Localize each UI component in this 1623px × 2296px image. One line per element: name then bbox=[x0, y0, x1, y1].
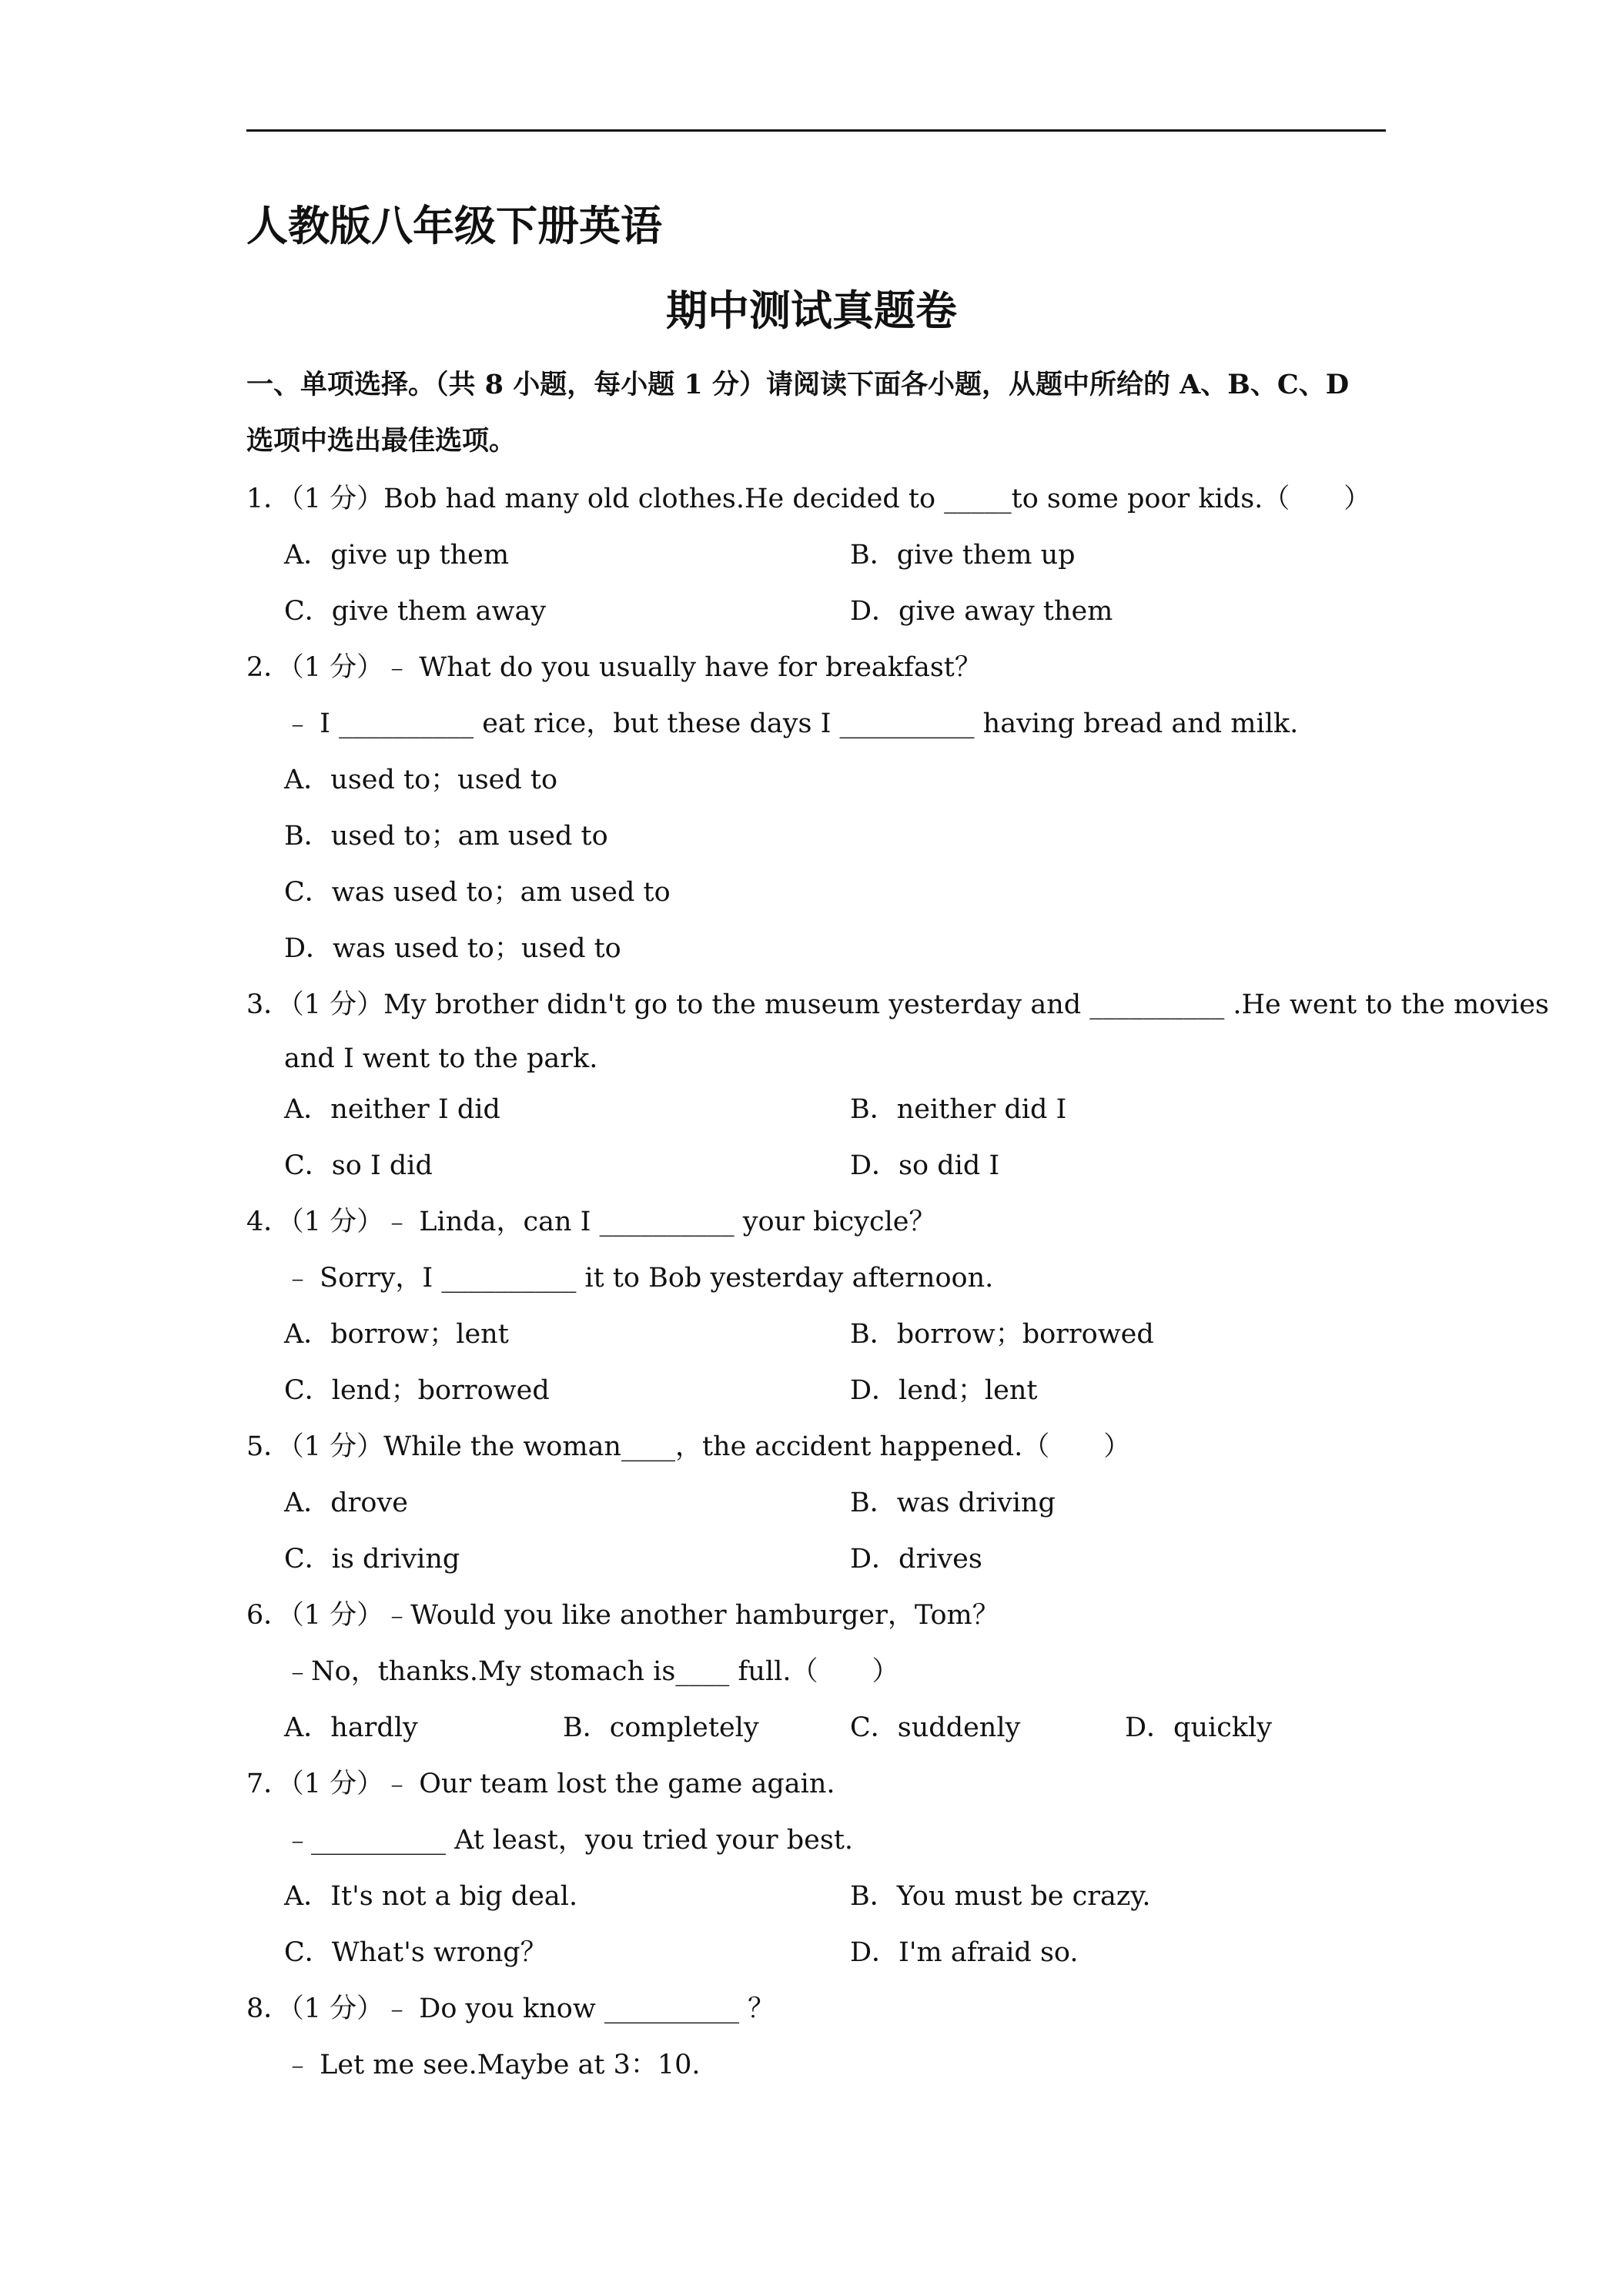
question-3-option-c: C．so I did bbox=[284, 1150, 433, 1181]
question-7-option-c: C．What's wrong？ bbox=[284, 1937, 547, 1968]
question-5-option-d: D．drives bbox=[850, 1544, 982, 1575]
question-6-stem-line2: ﹣No，thanks.My stomach is____ full.（ ） bbox=[284, 1656, 899, 1687]
question-1-option-c: C．give them away bbox=[284, 596, 547, 627]
question-2-option-c: C．was used to；am used to bbox=[284, 877, 671, 908]
question-7-option-b: B．You must be crazy. bbox=[850, 1881, 1151, 1912]
question-4-option-c: C．lend；borrowed bbox=[284, 1375, 550, 1406]
question-1-stem: 1．（1 分）Bob had many old clothes.He decided to _____to some poor kids.（ ） bbox=[246, 484, 1371, 514]
question-3-stem: 3．（1 分）My brother didn't go to the museum yesterday and __________ .He went to the movies bbox=[246, 989, 1549, 1020]
question-7-stem: 7．（1 分）﹣ Our team lost the game again. bbox=[246, 1769, 835, 1799]
question-2-stem-line2: ﹣ I __________ eat rice，but these days I __________ having bread and milk. bbox=[284, 708, 1299, 739]
page-subtitle: 期中测试真题卷 bbox=[666, 286, 957, 335]
question-3-option-b: B．neither did I bbox=[850, 1094, 1067, 1125]
section-heading-line1: 一、单项选择。（共 8 小题，每小题 1 分）请阅读下面各小题，从题中所给的 A、B、C、D bbox=[246, 369, 1350, 400]
question-3-stem-line2: and I went to the park. bbox=[284, 1043, 598, 1074]
question-3-option-a: A．neither I did bbox=[284, 1094, 500, 1125]
question-6-stem: 6．（1 分）﹣Would you like another hamburger，Tom？ bbox=[246, 1600, 999, 1631]
question-5-option-c: C．is driving bbox=[284, 1544, 460, 1575]
question-1-option-b: B．give them up bbox=[850, 540, 1076, 571]
question-4-stem-line2: ﹣ Sorry，I __________ it to Bob yesterday afternoon. bbox=[284, 1263, 994, 1294]
question-3-option-d: D．so did I bbox=[850, 1150, 1000, 1181]
header-rule bbox=[246, 129, 1386, 132]
question-1-option-a: A．give up them bbox=[284, 540, 510, 571]
question-8-stem-line2: ﹣ Let me see.Maybe at 3：10. bbox=[284, 2050, 701, 2080]
question-5-option-b: B．was driving bbox=[850, 1488, 1056, 1518]
question-2-stem: 2．（1 分）﹣ What do you usually have for breakfast？ bbox=[246, 652, 982, 683]
question-7-option-d: D．I'm afraid so. bbox=[850, 1937, 1079, 1968]
question-1-option-d: D．give away them bbox=[850, 596, 1113, 627]
question-4-option-b: B．borrow；borrowed bbox=[850, 1319, 1154, 1350]
question-6-option-b: B．completely bbox=[563, 1712, 759, 1743]
question-2-option-a: A．used to；used to bbox=[284, 765, 558, 795]
question-4-option-d: D．lend；lent bbox=[850, 1375, 1038, 1406]
question-6-option-a: A．hardly bbox=[284, 1712, 418, 1743]
question-7-stem-line2: ﹣__________ At least，you tried your best. bbox=[284, 1825, 854, 1856]
page-title: 人教版八年级下册英语 bbox=[246, 201, 662, 250]
question-4-option-a: A．borrow；lent bbox=[284, 1319, 509, 1350]
question-6-option-c: C．suddenly bbox=[850, 1712, 1021, 1743]
question-7-option-a: A．It's not a big deal. bbox=[284, 1881, 578, 1912]
section-heading-line2: 选项中选出最佳选项。 bbox=[246, 425, 517, 457]
question-6-option-d: D．quickly bbox=[1125, 1712, 1272, 1743]
question-2-option-d: D．was used to；used to bbox=[284, 933, 621, 964]
question-4-stem: 4．（1 分）﹣ Linda，can I __________ your bicycle？ bbox=[246, 1207, 936, 1237]
question-5-option-a: A．drove bbox=[284, 1488, 408, 1518]
question-2-option-b: B．used to；am used to bbox=[284, 821, 608, 852]
question-5-stem: 5．（1 分）While the woman____，the accident happened.（ ） bbox=[246, 1431, 1131, 1462]
question-8-stem: 8．（1 分）﹣ Do you know __________ ？ bbox=[246, 1993, 775, 2024]
